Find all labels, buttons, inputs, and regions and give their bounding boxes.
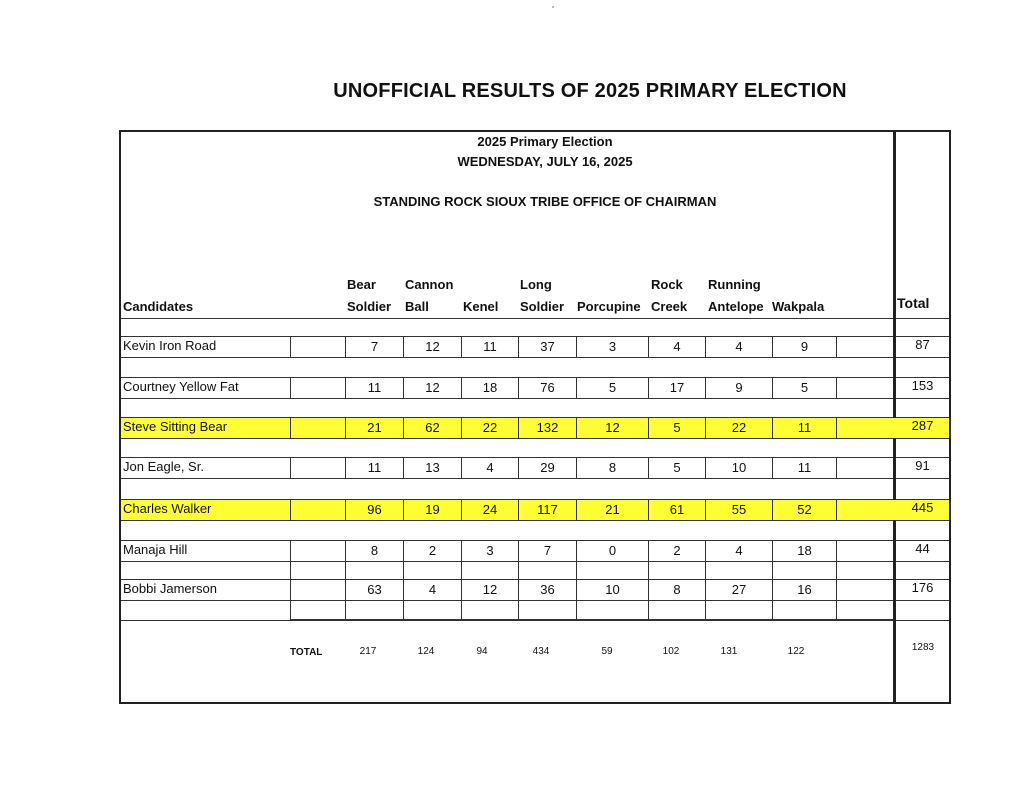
candidate-name: Manaja Hill	[123, 542, 188, 557]
grid-divider	[290, 601, 291, 619]
district-total: 124	[417, 646, 435, 657]
district-total: 94	[476, 646, 488, 657]
totals-label: TOTAL	[290, 647, 323, 658]
candidate-total: 91	[915, 458, 930, 473]
table-rule	[121, 620, 893, 621]
district-header-line1	[463, 274, 498, 296]
grid-divider	[705, 601, 706, 619]
district-header-line1	[772, 274, 824, 296]
grand-total: 1283	[911, 642, 935, 653]
candidate-name: Jon Eagle, Sr.	[123, 459, 204, 474]
district-total: 131	[720, 646, 738, 657]
table-rule	[121, 377, 893, 378]
table-rule	[896, 457, 949, 458]
candidate-row	[121, 418, 949, 438]
page-title: UNOFFICIAL RESULTS OF 2025 PRIMARY ELECTION	[333, 80, 847, 102]
vote-cell: 55	[705, 500, 772, 520]
district-header	[463, 274, 498, 318]
table-rule	[896, 336, 949, 337]
district-header-line1: Bear	[347, 277, 376, 292]
vote-cell: 63	[345, 580, 403, 600]
district-total: 102	[662, 646, 680, 657]
vote-cell: 27	[705, 580, 772, 600]
grid-divider	[576, 601, 577, 619]
table-rule	[896, 600, 949, 601]
vote-cell: 12	[403, 337, 461, 357]
grid-divider	[518, 561, 519, 579]
district-header-line1	[577, 274, 641, 296]
vote-cell: 12	[403, 378, 461, 398]
candidate-name: Bobbi Jamerson	[123, 581, 217, 596]
district-header-line2: Wakpala	[772, 299, 825, 314]
vote-cell: 5	[576, 378, 648, 398]
vote-cell: 9	[705, 378, 772, 398]
vote-cell: 17	[648, 378, 705, 398]
district-header	[651, 274, 687, 318]
candidates-header: Candidates	[123, 299, 194, 314]
table-rule	[121, 520, 893, 521]
district-header-line1: Long	[520, 277, 552, 292]
grid-divider	[648, 561, 649, 579]
district-header-line2: Ball	[405, 299, 429, 314]
table-rule	[121, 438, 893, 439]
vote-cell: 3	[576, 337, 648, 357]
candidate-total: 44	[915, 541, 930, 556]
vote-cell: 11	[772, 458, 836, 478]
vote-cell: 12	[576, 418, 648, 438]
vote-cell: 8	[576, 458, 648, 478]
candidate-name: Kevin Iron Road	[123, 338, 217, 353]
vote-cell: 132	[518, 418, 576, 438]
table-rule	[121, 398, 893, 399]
district-header-line1: Running	[708, 277, 761, 292]
vote-cell: 22	[705, 418, 772, 438]
district-header-line1: Cannon	[405, 277, 454, 292]
table-rule	[896, 579, 949, 580]
spacer-cell	[290, 541, 345, 561]
district-header-line2: Porcupine	[577, 299, 641, 314]
table-rule	[121, 336, 893, 337]
vote-cell: 18	[772, 541, 836, 561]
table-rule	[121, 540, 893, 541]
district-header-line2: Kenel	[463, 299, 499, 314]
spacer-cell	[836, 458, 893, 478]
district-total: 217	[359, 646, 377, 657]
grid-divider	[345, 561, 346, 579]
vote-cell: 76	[518, 378, 576, 398]
district-header	[708, 274, 764, 318]
election-name: 2025 Primary Election	[477, 134, 613, 149]
spacer-cell	[290, 378, 345, 398]
vote-cell: 5	[648, 418, 705, 438]
table-rule	[896, 398, 949, 399]
empty-grid-row	[290, 561, 893, 579]
vote-cell: 21	[345, 418, 403, 438]
candidate-row	[121, 378, 949, 398]
district-header-line2: Antelope	[708, 299, 764, 314]
total-header: Total	[897, 295, 930, 311]
table-rule	[121, 357, 893, 358]
vote-cell: 61	[648, 500, 705, 520]
candidate-row	[121, 500, 949, 520]
vote-cell: 3	[461, 541, 518, 561]
vote-cell: 18	[461, 378, 518, 398]
vote-cell: 11	[461, 337, 518, 357]
office-title: STANDING ROCK SIOUX TRIBE OFFICE OF CHAIRMAN	[373, 194, 717, 209]
district-total: 122	[787, 646, 805, 657]
table-rule	[896, 438, 949, 439]
table-rule	[896, 620, 949, 621]
candidate-total: 287	[911, 418, 934, 433]
table-rule	[121, 318, 893, 319]
grid-divider	[705, 561, 706, 579]
table-rule	[896, 561, 949, 562]
grid-divider	[403, 601, 404, 619]
vote-cell: 36	[518, 580, 576, 600]
grid-divider	[772, 601, 773, 619]
election-date: WEDNESDAY, JULY 16, 2025	[457, 154, 633, 169]
district-total: 434	[532, 646, 550, 657]
spacer-cell	[836, 500, 893, 520]
vote-cell: 9	[772, 337, 836, 357]
vote-cell: 29	[518, 458, 576, 478]
spacer-cell	[290, 418, 345, 438]
table-rule	[121, 417, 893, 418]
table-rule	[121, 499, 893, 500]
district-header	[520, 274, 564, 318]
vote-cell: 21	[576, 500, 648, 520]
district-header	[405, 274, 453, 318]
district-total: 59	[601, 646, 613, 657]
vote-cell: 19	[403, 500, 461, 520]
vote-cell: 117	[518, 500, 576, 520]
vote-cell: 11	[345, 378, 403, 398]
district-header-line2: Creek	[651, 299, 688, 314]
vote-cell: 4	[648, 337, 705, 357]
candidate-row	[121, 580, 949, 600]
candidate-row	[121, 337, 949, 357]
spacer-cell	[836, 337, 893, 357]
table-rule	[121, 457, 893, 458]
vote-cell: 7	[518, 541, 576, 561]
vote-cell: 10	[576, 580, 648, 600]
district-header	[347, 274, 391, 318]
vote-cell: 12	[461, 580, 518, 600]
candidate-row	[121, 541, 949, 561]
spacer-cell	[836, 541, 893, 561]
vote-cell: 4	[705, 337, 772, 357]
grid-divider	[461, 601, 462, 619]
candidate-total: 176	[911, 580, 934, 595]
table-rule	[896, 520, 949, 521]
spacer-cell	[290, 337, 345, 357]
candidate-name: Courtney Yellow Fat	[123, 379, 239, 394]
vote-cell: 13	[403, 458, 461, 478]
candidate-total: 445	[911, 500, 934, 515]
vote-cell: 52	[772, 500, 836, 520]
vote-cell: 8	[648, 580, 705, 600]
table-rule	[896, 357, 949, 358]
grid-divider	[518, 601, 519, 619]
candidate-row	[121, 458, 949, 478]
vote-cell: 4	[705, 541, 772, 561]
table-rule	[896, 540, 949, 541]
grid-divider	[836, 561, 837, 579]
grid-divider	[345, 601, 346, 619]
vote-cell: 7	[345, 337, 403, 357]
spacer-cell	[290, 500, 345, 520]
grid-divider	[648, 601, 649, 619]
vote-cell: 22	[461, 418, 518, 438]
candidate-name: Charles Walker	[123, 501, 212, 516]
vote-cell: 11	[345, 458, 403, 478]
district-header-line1: Rock	[651, 277, 683, 292]
district-header-line2: Soldier	[347, 299, 392, 314]
vote-cell: 16	[772, 580, 836, 600]
vote-cell: 4	[403, 580, 461, 600]
grid-divider	[290, 561, 291, 579]
district-header-line2: Soldier	[520, 299, 565, 314]
vote-cell: 11	[772, 418, 836, 438]
table-rule	[896, 318, 949, 319]
vote-cell: 0	[576, 541, 648, 561]
vote-cell: 96	[345, 500, 403, 520]
spacer-cell	[836, 378, 893, 398]
spacer-cell	[290, 580, 345, 600]
grid-divider	[461, 561, 462, 579]
table-rule	[896, 478, 949, 479]
candidate-total: 87	[915, 337, 930, 352]
grid-divider	[836, 601, 837, 619]
table-rule	[896, 377, 949, 378]
grid-divider	[576, 561, 577, 579]
table-rule	[290, 579, 893, 580]
district-header	[772, 274, 824, 318]
vote-cell: 62	[403, 418, 461, 438]
spacer-cell	[290, 458, 345, 478]
spacer-cell	[836, 418, 893, 438]
candidate-name: Steve Sitting Bear	[123, 419, 228, 434]
candidate-total: 153	[911, 378, 934, 393]
grid-divider	[403, 561, 404, 579]
table-rule	[896, 417, 949, 418]
table-rule	[121, 478, 893, 479]
scan-speck	[552, 6, 554, 8]
vote-cell: 2	[648, 541, 705, 561]
vote-cell: 5	[648, 458, 705, 478]
vote-cell: 4	[461, 458, 518, 478]
table-rule	[896, 499, 949, 500]
vote-cell: 24	[461, 500, 518, 520]
grid-divider	[772, 561, 773, 579]
spacer-cell	[836, 580, 893, 600]
vote-cell: 8	[345, 541, 403, 561]
vote-cell: 5	[772, 378, 836, 398]
district-header	[577, 274, 641, 318]
vote-cell: 2	[403, 541, 461, 561]
vote-cell: 10	[705, 458, 772, 478]
vote-cell: 37	[518, 337, 576, 357]
empty-grid-row	[290, 601, 893, 619]
